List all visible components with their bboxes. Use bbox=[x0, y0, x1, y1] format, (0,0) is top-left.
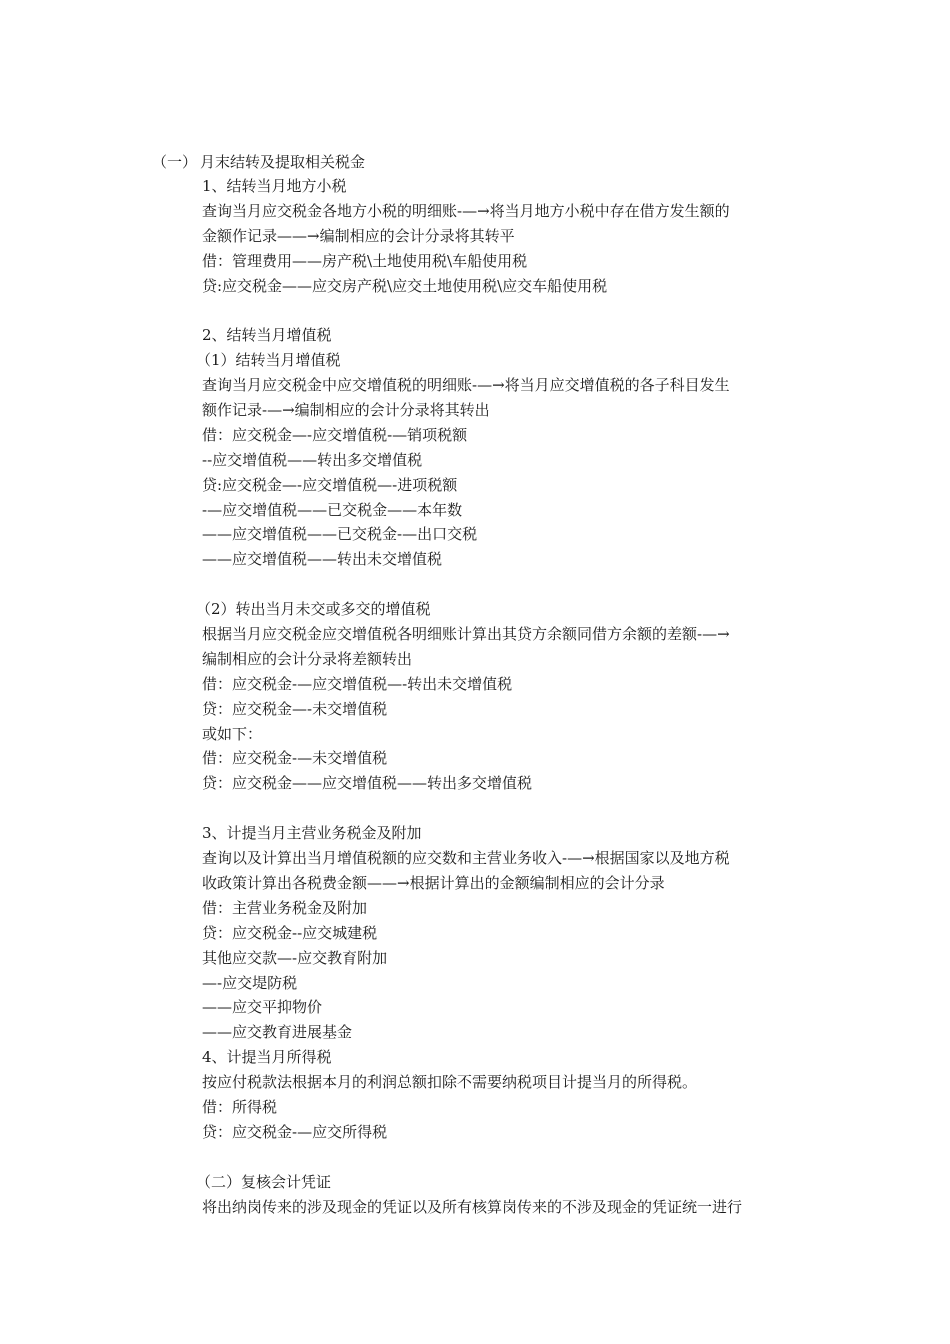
paragraph-line: 查询当月应交税金中应交增值税的明细账-—→将当月应交增值税的各子科目发生 bbox=[202, 376, 730, 395]
blank-line bbox=[202, 796, 812, 821]
paragraph-line: 额作记录-—→编制相应的会计分录将其转出 bbox=[202, 401, 490, 420]
section-heading-2: （二）复核会计凭证 bbox=[196, 1172, 332, 1191]
section-marker: （一） bbox=[152, 153, 198, 171]
journal-entry-debit: 借：应交税金—-应交增值税-—销项税额 bbox=[202, 425, 468, 444]
journal-entry-debit: 借：应交税金-—未交增值税 bbox=[202, 749, 388, 768]
document-body bbox=[196, 174, 812, 1219]
journal-entry-credit: 贷:应交税金—-应交增值税—-进项税额 bbox=[202, 475, 458, 494]
section-title: 月末结转及提取相关税金 bbox=[200, 153, 366, 171]
journal-entry-debit: 借：应交税金-—应交增值税—-转出未交增值税 bbox=[202, 674, 513, 693]
paragraph-line: 查询以及计算出当月增值税额的应交数和主营业务收入-—→根据国家以及地方税 bbox=[202, 849, 730, 868]
section-heading bbox=[152, 150, 365, 174]
paragraph-line: 将出纳岗传来的涉及现金的凭证以及所有核算岗传来的不涉及现金的凭证统一进行 bbox=[202, 1197, 743, 1216]
paragraph-line: 收政策计算出各税费金额——→根据计算出的金额编制相应的会计分录 bbox=[202, 873, 665, 892]
journal-entry-line: ——应交平抑物价 bbox=[202, 998, 323, 1017]
journal-entry-debit: 借：管理费用——房产税\土地使用税\车船使用税 bbox=[202, 251, 528, 270]
paragraph-line: 金额作记录——→编制相应的会计分录将其转平 bbox=[202, 226, 515, 245]
journal-entry-credit: 贷:应交税金——应交房产税\应交土地使用税\应交车船使用税 bbox=[202, 276, 608, 295]
paragraph-line: 编制相应的会计分录将差额转出 bbox=[202, 649, 413, 668]
journal-entry-line: ——应交增值税——已交税金-—出口交税 bbox=[202, 525, 478, 544]
paragraph-line: 按应付税款法根据本月的利润总额扣除不需要纳税项目计提当月的所得税。 bbox=[202, 1073, 698, 1092]
paragraph-line: 查询当月应交税金各地方小税的明细账-—→将当月地方小税中存在借方发生额的 bbox=[202, 201, 730, 220]
subheading-2-1: （1）结转当月增值税 bbox=[196, 351, 341, 370]
subheading-2: 2、结转当月增值税 bbox=[202, 326, 332, 345]
subheading-1: 1、结转当月地方小税 bbox=[202, 177, 347, 195]
blank-line bbox=[202, 1145, 812, 1170]
blank-line bbox=[202, 572, 812, 597]
subheading-3: 3、计提当月主营业务税金及附加 bbox=[202, 824, 422, 843]
journal-entry-credit: 贷：应交税金-—应交所得税 bbox=[202, 1122, 388, 1141]
journal-entry-debit: 借：主营业务税金及附加 bbox=[202, 898, 368, 917]
journal-entry-line: ——应交教育进展基金 bbox=[202, 1023, 353, 1042]
blank-line bbox=[202, 298, 812, 323]
journal-entry-credit: 贷：应交税金——应交增值税——转出多交增值税 bbox=[202, 774, 533, 793]
journal-entry-debit: 借：所得税 bbox=[202, 1097, 278, 1116]
paragraph-line: 或如下： bbox=[202, 724, 263, 743]
journal-entry-line: ——应交增值税——转出未交增值税 bbox=[202, 550, 443, 569]
journal-entry-credit: 贷：应交税金--应交城建税 bbox=[202, 923, 378, 942]
journal-entry-line: —-应交堤防税 bbox=[202, 973, 298, 992]
journal-entry-line: -—应交增值税——已交税金——本年数 bbox=[202, 500, 463, 519]
journal-entry-line: 其他应交款—-应交教育附加 bbox=[202, 948, 388, 967]
paragraph-line: 根据当月应交税金应交增值税各明细账计算出其贷方余额同借方余额的差额-—→ bbox=[202, 625, 730, 644]
journal-entry-line: --应交增值税——转出多交增值税 bbox=[202, 450, 423, 469]
subheading-4: 4、计提当月所得税 bbox=[202, 1048, 332, 1067]
subheading-2-2: （2）转出当月未交或多交的增值税 bbox=[196, 600, 431, 619]
journal-entry-credit: 贷：应交税金—-未交增值税 bbox=[202, 699, 388, 718]
